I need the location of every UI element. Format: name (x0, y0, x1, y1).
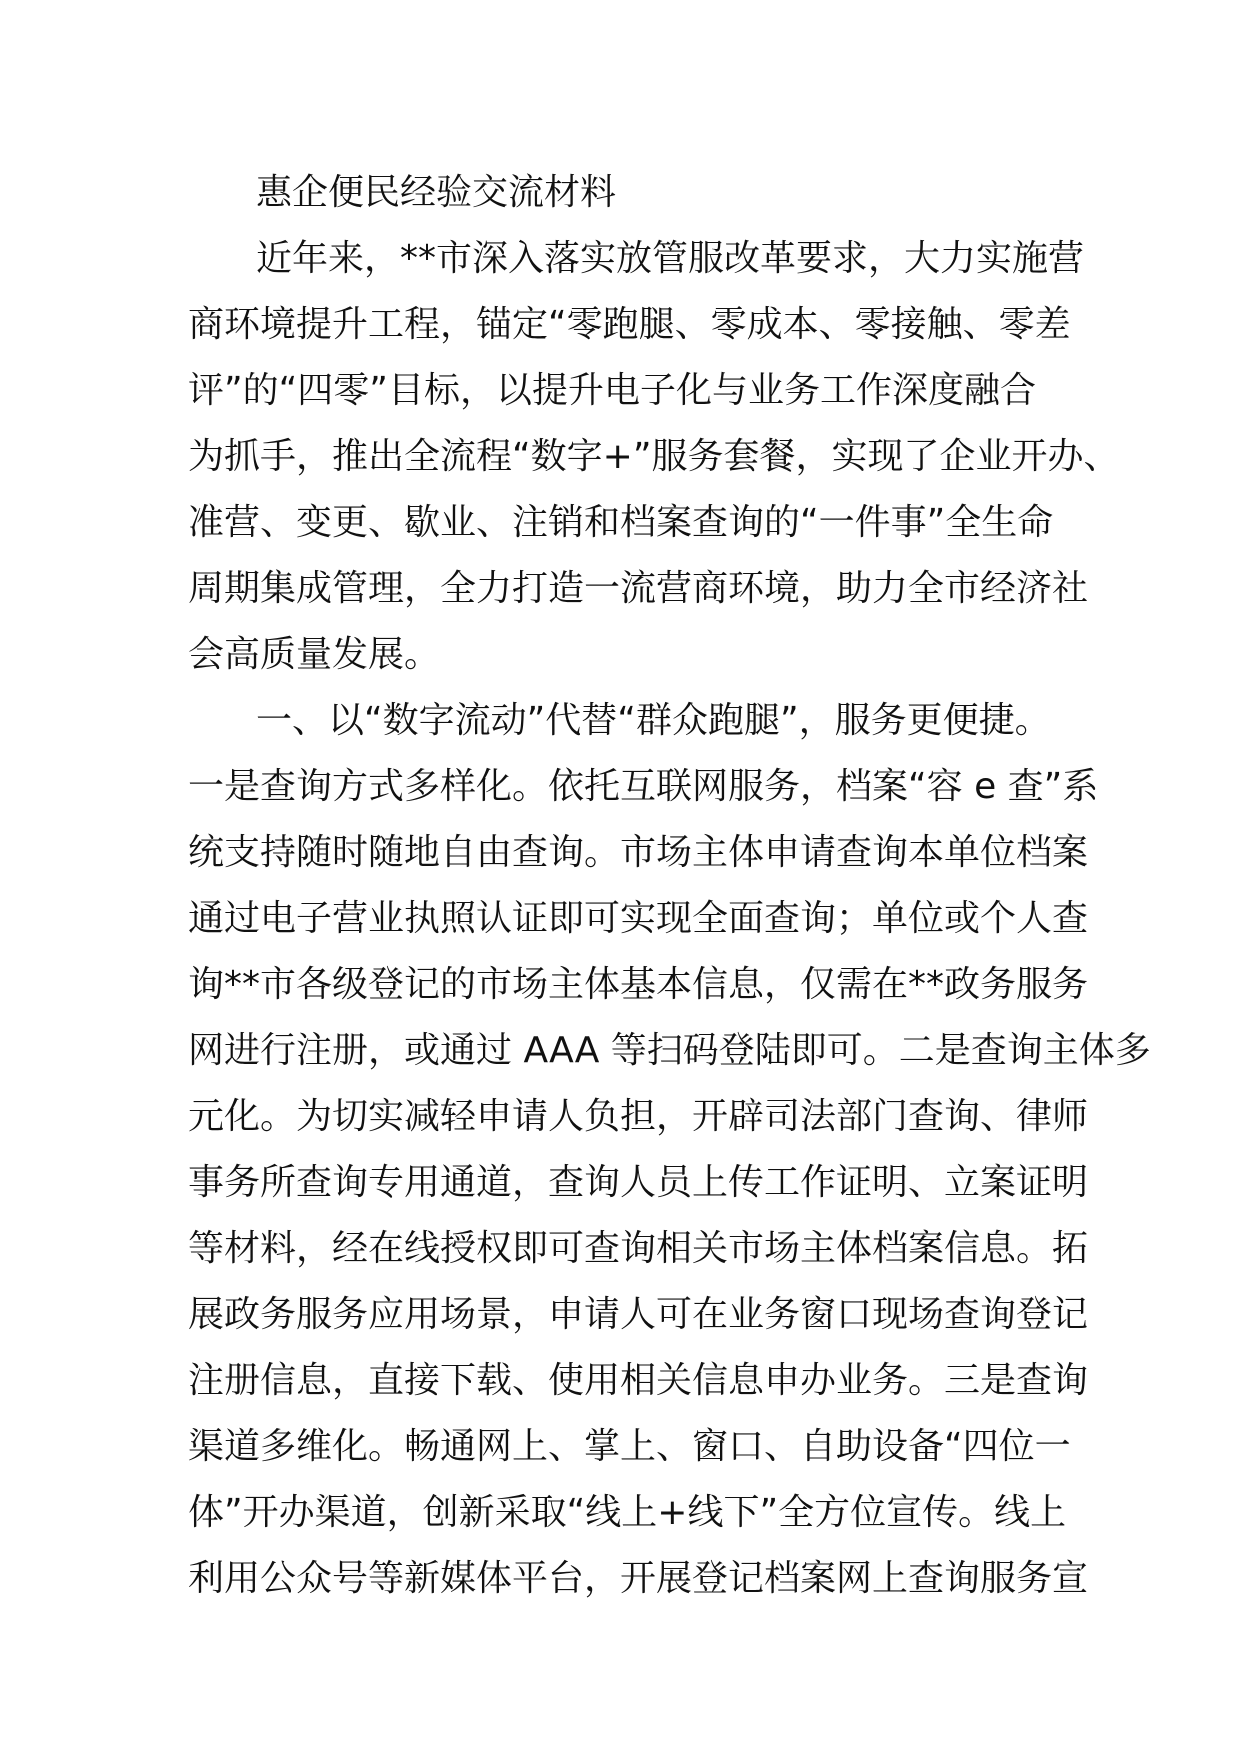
paragraph-line: 注册信息，直接下载、使用相关信息申办业务。三是查询 (188, 1360, 1089, 1401)
paragraph-line: 为抓手，推出全流程“数字+”服务套餐，实现了企业开办、 (188, 436, 1120, 477)
paragraph-line: 询**市各级登记的市场主体基本信息，仅需在**政务服务 (188, 964, 1089, 1005)
paragraph-line: 周期集成管理，全力打造一流营商环境，助力全市经济社 (188, 568, 1089, 609)
paragraph-line: 准营、变更、歇业、注销和档案查询的“一件事”全生命 (188, 502, 1054, 543)
paragraph-line: 网进行注册，或通过 AAA 等扫码登陆即可。二是查询主体多 (188, 1030, 1151, 1071)
paragraph-line: 渠道多维化。畅通网上、掌上、窗口、自助设备“四位一 (188, 1426, 1071, 1467)
paragraph-line: 事务所查询专用通道，查询人员上传工作证明、立案证明 (188, 1162, 1089, 1203)
paragraph-line: 展政务服务应用场景，申请人可在业务窗口现场查询登记 (188, 1294, 1089, 1335)
paragraph-line: 通过电子营业执照认证即可实现全面查询；单位或个人查 (188, 898, 1089, 939)
paragraph-line: 近年来，**市深入落实放管服改革要求，大力实施营 (256, 238, 1085, 279)
section-heading-line: 一、以“数字流动”代替“群众跑腿”，服务更便捷。 (256, 700, 1051, 741)
paragraph-line: 一是查询方式多样化。依托互联网服务，档案“容 e 查”系 (188, 766, 1099, 807)
paragraph-line: 利用公众号等新媒体平台，开展登记档案网上查询服务宣 (188, 1558, 1089, 1599)
document-title: 惠企便民经验交流材料 (256, 172, 617, 213)
paragraph-line: 体”开办渠道，创新采取“线上+线下”全方位宣传。线上 (188, 1492, 1067, 1533)
paragraph-line: 统支持随时随地自由查询。市场主体申请查询本单位档案 (188, 832, 1089, 873)
paragraph-line: 会高质量发展。 (188, 634, 441, 675)
paragraph-line: 等材料，经在线授权即可查询相关市场主体档案信息。拓 (188, 1228, 1089, 1269)
paragraph-line: 商环境提升工程，锚定“零跑腿、零成本、零接触、零差 (188, 304, 1071, 345)
paragraph-line: 评”的“四零”目标，以提升电子化与业务工作深度融合 (188, 370, 1036, 411)
paragraph-line: 元化。为切实减轻申请人负担，开辟司法部门查询、律师 (188, 1096, 1089, 1137)
